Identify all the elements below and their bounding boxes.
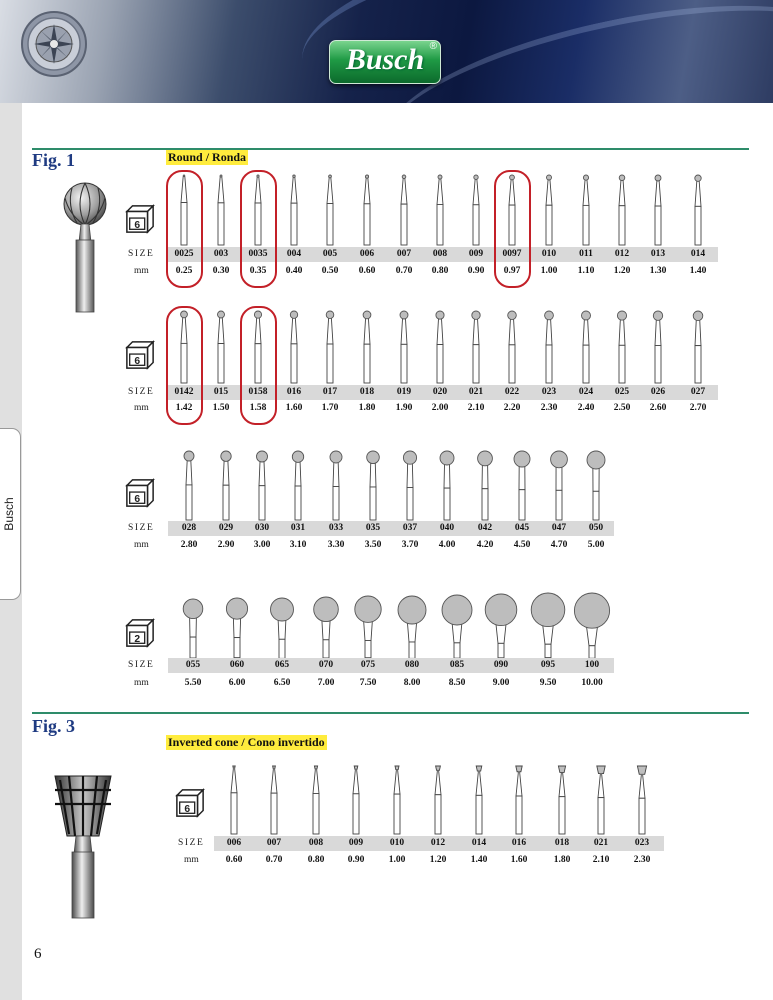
diameter-mm: 8.00 xyxy=(403,678,421,688)
size-label: SIZE xyxy=(128,387,155,397)
size-number: 004 xyxy=(286,249,302,259)
registered-mark: ® xyxy=(429,41,437,52)
diameter-mm: 0.25 xyxy=(175,266,193,276)
round-bur-drawing xyxy=(420,174,460,249)
section-subtitle: Inverted cone / Cono invertido xyxy=(168,735,325,749)
round-bur-drawing xyxy=(529,174,569,249)
figure-title: Fig. 1 xyxy=(32,150,75,170)
size-number: 018 xyxy=(554,838,570,848)
inverted-cone-bur-drawing xyxy=(622,764,662,838)
round-bur-drawing xyxy=(465,450,505,524)
size-number: 009 xyxy=(348,838,364,848)
diameter-mm: 6.00 xyxy=(228,678,246,688)
inverted-cone-bur-drawing xyxy=(254,764,294,838)
round-bur-drawing xyxy=(566,310,606,387)
diameter-mm: 1.80 xyxy=(553,855,571,865)
size-number: 014 xyxy=(471,838,487,848)
round-bur-drawing xyxy=(310,310,350,387)
diameter-mm: 4.20 xyxy=(476,540,494,550)
round-bur-drawing xyxy=(274,174,314,249)
round-bur-photo xyxy=(55,180,115,315)
page-header xyxy=(0,0,773,103)
company-seal-icon xyxy=(20,10,88,78)
diameter-mm: 1.90 xyxy=(395,403,413,413)
round-bur-drawing xyxy=(528,592,568,662)
mm-label: mm xyxy=(134,678,149,688)
diameter-mm: 2.10 xyxy=(467,403,485,413)
package-quantity-icon xyxy=(125,478,155,508)
diameter-mm: 0.60 xyxy=(358,266,376,276)
round-bur-drawing xyxy=(678,310,718,387)
inverted-cone-bur-drawing xyxy=(542,764,582,838)
diameter-mm: 1.58 xyxy=(249,403,267,413)
diameter-mm: 5.50 xyxy=(184,678,202,688)
size-number: 003 xyxy=(213,249,229,259)
diameter-mm: 0.70 xyxy=(395,266,413,276)
size-number: 035 xyxy=(365,523,381,533)
busch-logo xyxy=(329,40,441,84)
diameter-mm: 5.00 xyxy=(587,540,605,550)
size-number: 007 xyxy=(396,249,412,259)
figure-title: Fig. 3 xyxy=(32,716,75,736)
size-number: 0158 xyxy=(248,387,268,397)
size-number: 017 xyxy=(322,387,338,397)
size-number: 0097 xyxy=(502,249,522,259)
size-number: 095 xyxy=(540,660,556,670)
highlight-oval xyxy=(240,170,277,288)
size-number: 021 xyxy=(468,387,484,397)
size-number: 022 xyxy=(504,387,520,397)
size-number: 008 xyxy=(432,249,448,259)
diameter-mm: 2.30 xyxy=(633,855,651,865)
size-number: 030 xyxy=(254,523,270,533)
round-bur-drawing xyxy=(201,174,241,249)
size-number: 014 xyxy=(690,249,706,259)
diameter-mm: 2.90 xyxy=(217,540,235,550)
round-bur-drawing xyxy=(353,450,393,524)
size-number: 010 xyxy=(541,249,557,259)
size-number: 009 xyxy=(468,249,484,259)
size-number: 028 xyxy=(181,523,197,533)
sidebar-tab-label: Busch xyxy=(2,497,16,531)
size-number: 023 xyxy=(634,838,650,848)
diameter-mm: 3.10 xyxy=(289,540,307,550)
diameter-mm: 1.50 xyxy=(212,403,230,413)
mm-label: mm xyxy=(134,540,149,550)
diameter-mm: 1.00 xyxy=(540,266,558,276)
section-subtitle: Round / Ronda xyxy=(168,150,247,164)
mm-label: mm xyxy=(134,266,149,276)
diameter-mm: 1.30 xyxy=(649,266,667,276)
size-number: 011 xyxy=(579,249,593,259)
diameter-mm: 2.20 xyxy=(503,403,521,413)
diameter-mm: 0.70 xyxy=(265,855,283,865)
round-bur-drawing xyxy=(384,310,424,387)
round-bur-drawing xyxy=(502,450,542,524)
diameter-mm: 2.10 xyxy=(592,855,610,865)
round-bur-drawing xyxy=(678,174,718,249)
round-bur-drawing xyxy=(566,174,606,249)
diameter-mm: 9.50 xyxy=(539,678,557,688)
diameter-mm: 3.00 xyxy=(253,540,271,550)
size-number: 075 xyxy=(360,660,376,670)
inverted-cone-bur-photo xyxy=(52,770,114,920)
size-label: SIZE xyxy=(128,249,155,259)
diameter-mm: 0.30 xyxy=(212,266,230,276)
diameter-mm: 4.70 xyxy=(550,540,568,550)
diameter-mm: 2.30 xyxy=(540,403,558,413)
inverted-cone-bur-drawing xyxy=(377,764,417,838)
size-number: 026 xyxy=(650,387,666,397)
diameter-mm: 2.40 xyxy=(577,403,595,413)
round-bur-drawing xyxy=(576,450,616,524)
round-bur-drawing xyxy=(348,595,388,662)
size-number: 018 xyxy=(359,387,375,397)
round-bur-drawing xyxy=(481,593,521,662)
size-number: 016 xyxy=(286,387,302,397)
package-quantity-icon xyxy=(125,618,155,648)
size-number: 005 xyxy=(322,249,338,259)
size-number: 007 xyxy=(266,838,282,848)
round-bur-drawing xyxy=(427,450,467,524)
inverted-cone-bur-drawing xyxy=(418,764,458,838)
package-quantity: 6 xyxy=(184,803,191,815)
diameter-mm: 0.80 xyxy=(431,266,449,276)
sidebar-tab[interactable] xyxy=(0,428,21,600)
size-number: 100 xyxy=(584,660,600,670)
diameter-mm: 6.50 xyxy=(273,678,291,688)
size-number: 042 xyxy=(477,523,493,533)
round-bur-drawing xyxy=(392,595,432,662)
mm-label: mm xyxy=(134,403,149,413)
diameter-mm: 0.40 xyxy=(285,266,303,276)
size-number: 025 xyxy=(614,387,630,397)
diameter-mm: 3.70 xyxy=(401,540,419,550)
diameter-mm: 2.50 xyxy=(613,403,631,413)
size-number: 006 xyxy=(226,838,242,848)
size-number: 029 xyxy=(218,523,234,533)
round-bur-drawing xyxy=(638,174,678,249)
round-bur-drawing xyxy=(539,450,579,524)
round-bur-drawing xyxy=(572,592,612,662)
diameter-mm: 0.97 xyxy=(503,266,521,276)
diameter-mm: 1.10 xyxy=(577,266,595,276)
diameter-mm: 1.70 xyxy=(321,403,339,413)
round-bur-drawing xyxy=(306,596,346,662)
size-number: 013 xyxy=(650,249,666,259)
package-quantity-icon xyxy=(125,204,155,234)
diameter-mm: 0.35 xyxy=(249,266,267,276)
size-number: 090 xyxy=(493,660,509,670)
size-number: 031 xyxy=(290,523,306,533)
mm-label: mm xyxy=(184,855,199,865)
size-number: 023 xyxy=(541,387,557,397)
package-quantity: 6 xyxy=(134,219,141,231)
size-number: 010 xyxy=(389,838,405,848)
round-bur-drawing xyxy=(456,174,496,249)
highlight-oval xyxy=(166,306,203,425)
diameter-mm: 1.00 xyxy=(388,855,406,865)
round-bur-drawing xyxy=(310,174,350,249)
round-bur-drawing xyxy=(420,310,460,387)
diameter-mm: 4.00 xyxy=(438,540,456,550)
diameter-mm: 1.40 xyxy=(470,855,488,865)
round-bur-drawing xyxy=(169,450,209,524)
package-quantity: 2 xyxy=(134,633,141,645)
diameter-mm: 4.50 xyxy=(513,540,531,550)
size-number: 060 xyxy=(229,660,245,670)
round-bur-drawing xyxy=(278,450,318,524)
inverted-cone-bur-drawing xyxy=(296,764,336,838)
round-bur-drawing xyxy=(347,174,387,249)
size-number: 0035 xyxy=(248,249,268,259)
package-quantity-icon xyxy=(125,340,155,370)
size-number: 070 xyxy=(318,660,334,670)
size-number: 0025 xyxy=(174,249,194,259)
diameter-mm: 10.00 xyxy=(581,678,603,688)
inverted-cone-bur-drawing xyxy=(214,764,254,838)
highlight-oval xyxy=(494,170,531,288)
inverted-cone-bur-drawing xyxy=(336,764,376,838)
diameter-mm: 0.60 xyxy=(225,855,243,865)
size-number: 027 xyxy=(690,387,706,397)
size-number: 012 xyxy=(614,249,630,259)
round-bur-drawing xyxy=(492,310,532,387)
diameter-mm: 2.70 xyxy=(689,403,707,413)
diameter-mm: 7.50 xyxy=(359,678,377,688)
diameter-mm: 1.60 xyxy=(510,855,528,865)
package-quantity: 6 xyxy=(134,493,141,505)
highlight-oval xyxy=(166,170,203,288)
round-bur-drawing xyxy=(437,594,477,662)
size-number: 024 xyxy=(578,387,594,397)
size-number: 037 xyxy=(402,523,418,533)
size-number: 015 xyxy=(213,387,229,397)
round-bur-drawing xyxy=(602,174,642,249)
diameter-mm: 9.00 xyxy=(492,678,510,688)
diameter-mm: 1.60 xyxy=(285,403,303,413)
diameter-mm: 0.90 xyxy=(347,855,365,865)
size-label: SIZE xyxy=(128,660,155,670)
size-number: 019 xyxy=(396,387,412,397)
package-quantity-icon xyxy=(175,788,205,818)
diameter-mm: 2.00 xyxy=(431,403,449,413)
diameter-mm: 1.42 xyxy=(175,403,193,413)
diameter-mm: 2.80 xyxy=(180,540,198,550)
size-number: 016 xyxy=(511,838,527,848)
size-number: 085 xyxy=(449,660,465,670)
round-bur-drawing xyxy=(316,450,356,524)
round-bur-drawing xyxy=(217,597,257,662)
round-bur-drawing xyxy=(262,597,302,662)
round-bur-drawing xyxy=(529,310,569,387)
size-number: 006 xyxy=(359,249,375,259)
size-label: SIZE xyxy=(178,838,205,848)
size-number: 050 xyxy=(588,523,604,533)
round-bur-drawing xyxy=(602,310,642,387)
package-quantity: 6 xyxy=(134,355,141,367)
highlight-oval xyxy=(240,306,277,425)
diameter-mm: 2.60 xyxy=(649,403,667,413)
diameter-mm: 0.80 xyxy=(307,855,325,865)
diameter-mm: 3.30 xyxy=(327,540,345,550)
inverted-cone-bur-drawing xyxy=(581,764,621,838)
section-divider xyxy=(32,712,749,714)
size-number: 080 xyxy=(404,660,420,670)
round-bur-drawing xyxy=(201,310,241,387)
diameter-mm: 0.50 xyxy=(321,266,339,276)
size-label: SIZE xyxy=(128,523,155,533)
size-number: 020 xyxy=(432,387,448,397)
diameter-mm: 0.90 xyxy=(467,266,485,276)
inverted-cone-bur-drawing xyxy=(499,764,539,838)
size-number: 008 xyxy=(308,838,324,848)
round-bur-drawing xyxy=(173,598,213,662)
diameter-mm: 1.20 xyxy=(429,855,447,865)
diameter-mm: 1.40 xyxy=(689,266,707,276)
round-bur-drawing xyxy=(242,450,282,524)
diameter-mm: 1.80 xyxy=(358,403,376,413)
section-divider xyxy=(32,148,749,150)
round-bur-drawing xyxy=(390,450,430,524)
round-bur-drawing xyxy=(347,310,387,387)
page-number: 6 xyxy=(34,946,42,962)
size-number: 065 xyxy=(274,660,290,670)
size-number: 040 xyxy=(439,523,455,533)
size-number: 047 xyxy=(551,523,567,533)
size-number: 012 xyxy=(430,838,446,848)
diameter-mm: 1.20 xyxy=(613,266,631,276)
diameter-mm: 8.50 xyxy=(448,678,466,688)
size-number: 055 xyxy=(185,660,201,670)
size-number: 0142 xyxy=(174,387,194,397)
diameter-mm: 3.50 xyxy=(364,540,382,550)
brand-name: Busch xyxy=(345,43,425,76)
round-bur-drawing xyxy=(638,310,678,387)
round-bur-drawing xyxy=(384,174,424,249)
round-bur-drawing xyxy=(456,310,496,387)
round-bur-drawing xyxy=(206,450,246,524)
size-number: 033 xyxy=(328,523,344,533)
size-number: 045 xyxy=(514,523,530,533)
diameter-mm: 7.00 xyxy=(317,678,335,688)
inverted-cone-bur-drawing xyxy=(459,764,499,838)
round-bur-drawing xyxy=(274,310,314,387)
size-number: 021 xyxy=(593,838,609,848)
